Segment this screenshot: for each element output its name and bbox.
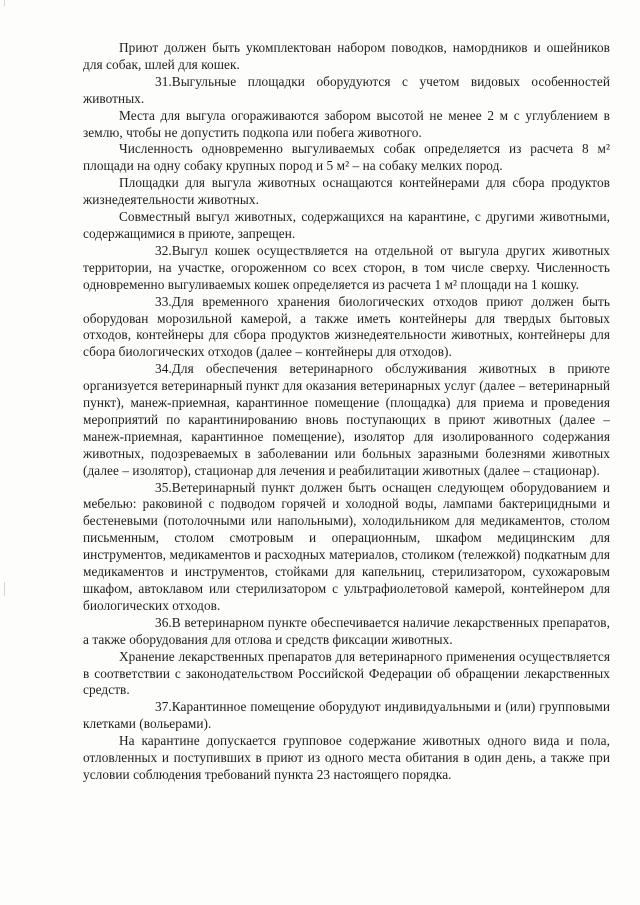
scan-edge-mark-top [4, 0, 5, 6]
paragraph-number: 36. [155, 614, 172, 630]
paragraph [83, 40, 610, 74]
paragraph-number: 34. [155, 361, 172, 377]
document-body [83, 40, 610, 784]
paragraph [83, 294, 610, 362]
paragraph-text: В ветеринарном пункте обеспечивается наличие лекарственных препаратов, а также оборудования для отлова и средств фиксации животных. [83, 614, 610, 647]
paragraph-text: Хранение лекарственных препаратов для ветеринарного применения осуществляется в соответствии с законодательством Российской Федерации об обращении лекарственных средств. [83, 648, 610, 698]
paragraph [83, 615, 610, 649]
paragraph [83, 108, 610, 142]
paragraph [83, 243, 610, 294]
paragraph-number: 32. [155, 242, 172, 258]
paragraph-text: Ветеринарный пункт должен быть оснащен следующем оборудованием и мебелью: раковиной с подводом горячей и холодной воды, лампами бактерицидными и бестеневыми (потолочными или напольными), холодильником для медикаментов, столом письменным, столом смотровым и операционным, шкафом медицинским для инструментов, медикаментов и расходных материалов, столиком (тележкой) подкатным для медикаментов и инструментов, стойками для капельниц, стерилизатором, сухожаровым шкафом, автоклавом или стерилизатором с ультрафиолетовой камерой, контейнером для биологических отходов. [83, 479, 610, 613]
paragraph [83, 733, 610, 784]
paragraph-text: Выгульные площадки оборудуются с учетом видовых особенностей животных. [83, 73, 610, 106]
paragraph-text: На карантине допускается групповое содержание животных одного вида и пола, отловленных и поступивших в приют из одного места обитания в один день, а также при условии соблюдения требований пункта 23 настоящего порядка. [83, 733, 610, 782]
paragraph-number: 33. [155, 293, 172, 309]
paragraph-number: 35. [155, 479, 172, 495]
paragraph-text: Для временного хранения биологических отходов приют должен быть оборудован морозильной камерой, а также иметь контейнеры для твердых бытовых отходов, контейнеры для сбора продуктов жизнедеятельности животных, контейнеры для сбора биологических отходов (далее – контейнеры для отходов). [83, 293, 610, 360]
paragraph [83, 141, 610, 175]
paragraph-text: Места для выгула огораживаются забором высотой не менее 2 м с углублением в землю, чтобы не допустить подкопа или побега животного. [83, 107, 610, 140]
paragraph [83, 649, 610, 700]
scan-edge-mark-middle [4, 582, 5, 596]
paragraph [83, 74, 610, 108]
paragraph [83, 361, 610, 479]
paragraph-text: Площадки для выгула животных оснащаются контейнерами для сбора продуктов жизнедеятельности животных. [83, 175, 610, 208]
paragraph-text: Для обеспечения ветеринарного обслуживания животных в приюте организуется ветеринарный пункт для оказания ветеринарных услуг (далее – ветеринарный пункт), манеж-приемная, карантинное помещение (площадка) для приема и проведения мероприятий по карантинированию вновь поступающих в приют животных (далее – манеж-приемная, карантинное помещение), изолятор для изолированного содержания животных, подозреваемых в заболевании или больных заразными болезнями животных (далее – изолятор), стационар для лечения и реабилитации животных (далее – стационар). [83, 361, 610, 478]
paragraph-text: Численность одновременно выгуливаемых собак определяется из расчета 8 м² площади на одну собаку крупных пород и 5 м² – на собаку мелких пород. [83, 141, 610, 174]
paragraph-text: Совместный выгул животных, содержащихся на карантине, с другими животными, содержащимися в приюте, запрещен. [83, 209, 610, 241]
paragraph [83, 480, 610, 615]
paragraph-number: 31. [155, 73, 172, 89]
paragraph [83, 699, 610, 733]
paragraph-text: Выгул кошек осуществляется на отдельной от выгула других животных территории, на участке, огороженном со всех сторон, в том числе сверху. Численность одновременно выгуливаемых кошек определяется из расчета 1 м² площади на 1 кошку. [83, 242, 610, 292]
paragraph-text: Карантинное помещение оборудуют индивидуальными и (или) групповыми клетками (вольерами). [83, 699, 610, 732]
paragraph [83, 209, 610, 243]
paragraph [83, 175, 610, 209]
paragraph-text: Приют должен быть укомплектован набором поводков, намордников и ошейников для собак, шлей для кошек. [83, 40, 610, 72]
paragraph-number: 37. [155, 699, 172, 715]
